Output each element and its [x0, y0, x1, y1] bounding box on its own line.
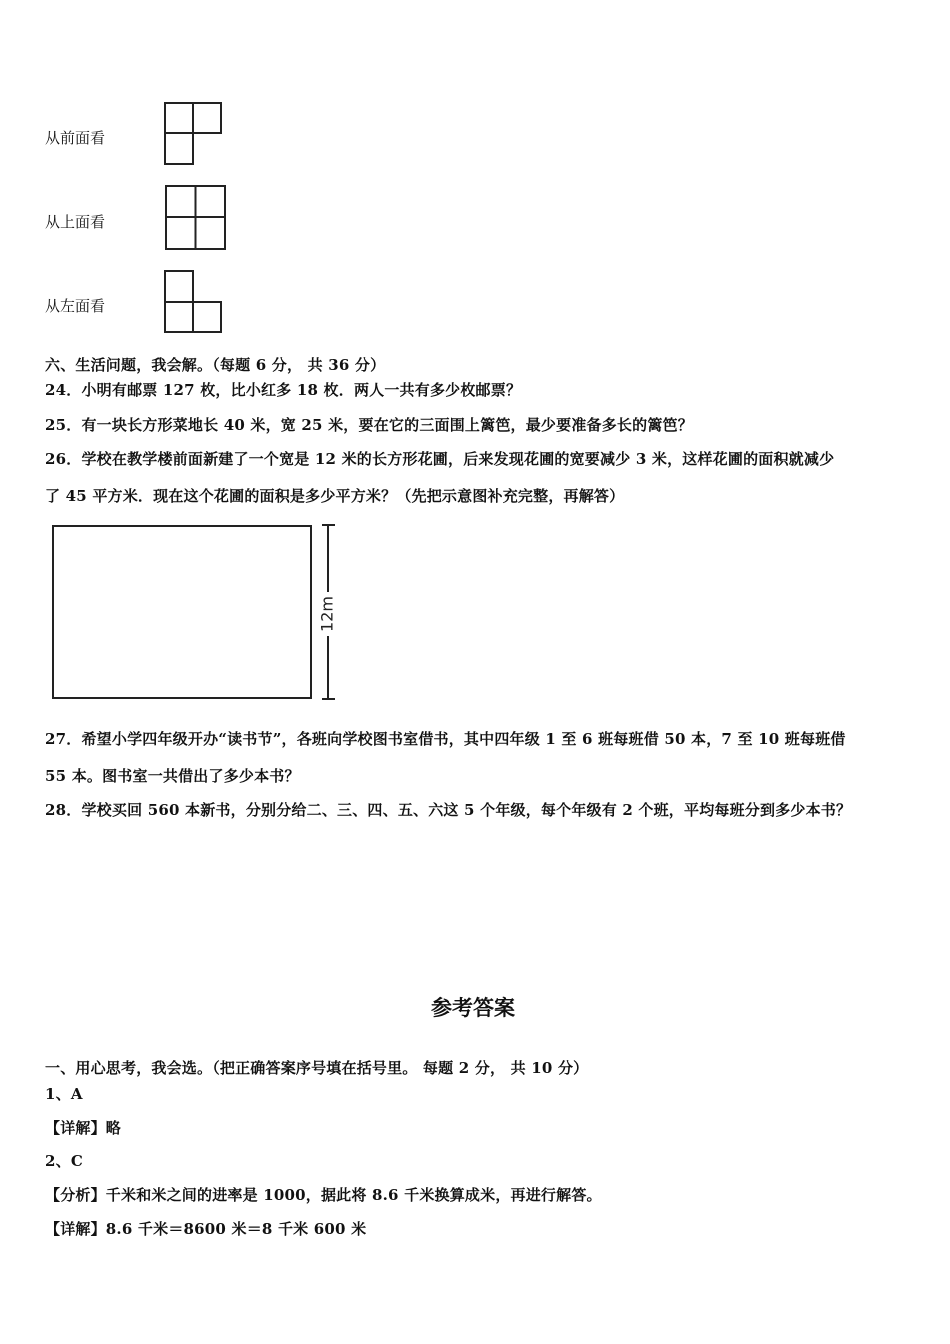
question-26-line1: 26．学校在教学楼前面新建了一个宽是 12 米的长方形花圃，后来发现花圃的宽要减少 3 米，这样花圃的面积就减少 — [45, 450, 835, 468]
view-label-left: 从左面看 — [45, 297, 106, 315]
question-27-line2: 55 本。图书室一共借出了多少本书？ — [45, 767, 300, 785]
answer-1-detail: 【详解】略 — [45, 1119, 122, 1137]
answer-2: 2、C — [45, 1152, 83, 1170]
garden-rectangle — [53, 526, 311, 698]
answer-2-detail: 【详解】8.6 千米＝8600 米＝8 千米 600 米 — [45, 1220, 367, 1238]
view-label-top: 从上面看 — [45, 213, 106, 231]
answer-1: 1、A — [45, 1085, 83, 1103]
question-28: 28．学校买回 560 本新书，分别分给二、三、四、五、六这 5 个年级，每个年级有 2 个班，平均每班分到多少本书？ — [45, 801, 852, 819]
garden-diagram — [50, 522, 350, 702]
front-view-figure — [164, 102, 224, 166]
section6-heading: 六、生活问题，我会解。（每题 6 分， 共 36 分） — [45, 356, 386, 374]
question-26-line2: 了 45 平方米．现在这个花圃的面积是多少平方米？（先把示意图补充完整，再解答） — [45, 487, 625, 505]
question-24: 24．小明有邮票 127 枚，比小红多 18 枚．两人一共有多少枚邮票？ — [45, 381, 522, 399]
answer-key-title: 参考答案 — [431, 995, 515, 1020]
answer-2-analysis: 【分析】千米和米之间的进率是 1000，据此将 8.6 千米换算成米，再进行解答。 — [45, 1186, 602, 1204]
answer-section1-heading: 一、用心思考，我会选。（把正确答案序号填在括号里。 每题 2 分， 共 10 分） — [45, 1059, 589, 1077]
view-label-front: 从前面看 — [45, 129, 106, 147]
width-label: 12m — [317, 596, 337, 632]
left-view-figure — [164, 270, 224, 334]
question-25: 25．有一块长方形菜地长 40 米，宽 25 米，要在它的三面围上篱笆，最少要准备多长的篱笆？ — [45, 416, 693, 434]
question-27-line1: 27．希望小学四年级开办“读书节”，各班向学校图书室借书，其中四年级 1 至 6 班每班借 50 本，7 至 10 班每班借 — [45, 730, 846, 748]
top-view-figure — [165, 185, 227, 251]
